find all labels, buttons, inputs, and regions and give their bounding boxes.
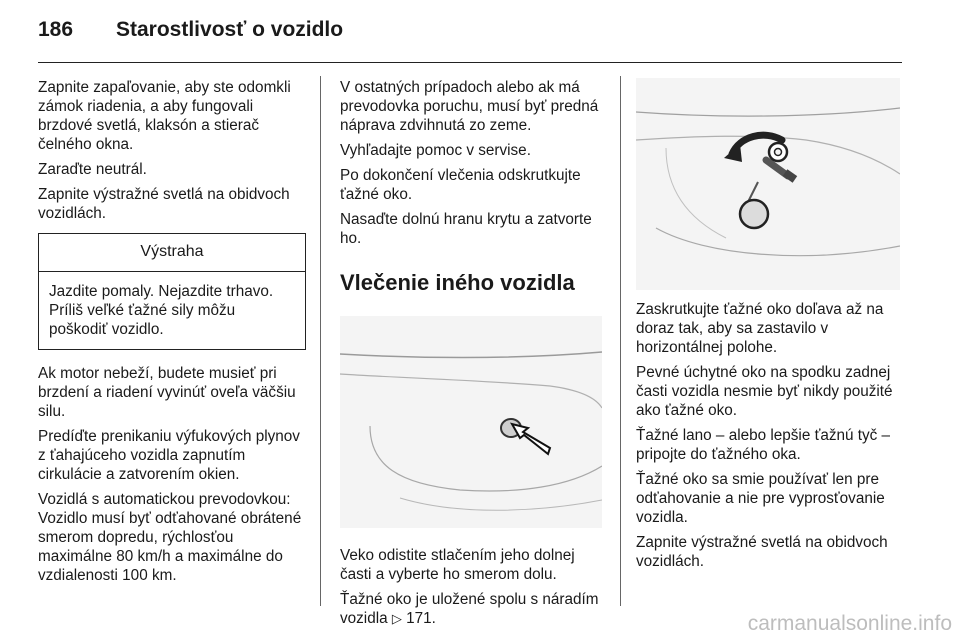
warning-box xyxy=(38,233,306,350)
page-reference: 171. xyxy=(406,610,436,627)
column-2 xyxy=(340,78,608,634)
warning-title: Výstraha xyxy=(39,234,305,272)
page-reference-icon: ▷ xyxy=(391,611,402,626)
paragraph xyxy=(340,590,608,628)
paragraph: Zapnite výstražné svetlá na obidvoch vozidlách. xyxy=(38,186,290,222)
paragraph: Zaraďte neutrál. xyxy=(38,161,147,178)
paragraph: Ťažné lano – alebo lepšie ťažnú tyč – pripojte do ťažného oka. xyxy=(636,427,891,463)
paragraph: Nasaďte dolnú hranu krytu a zatvorte ho. xyxy=(340,211,592,247)
paragraph: Ťažné oko sa smie používať len pre odťahovanie a nie pre vyprosťovanie vozidla. xyxy=(636,471,885,526)
column-3 xyxy=(636,78,906,577)
header-rule xyxy=(38,62,902,63)
paragraph: Po dokončení vlečenia odskrutkujte ťažné oko. xyxy=(340,167,581,203)
column-divider-1 xyxy=(320,76,321,606)
paragraph: Pevné úchytné oko na spodku zadnej časti vozidla nesmie byť nikdy použité ako ťažné oko. xyxy=(636,364,893,419)
bumper-cover-illustration xyxy=(340,316,602,528)
page-header xyxy=(38,18,343,42)
column-1 xyxy=(38,78,306,591)
paragraph: Zapnite zapaľovanie, aby ste odomkli zámok riadenia, a aby fungovali brzdové svetlá, klaksón a stierač čelného okna. xyxy=(38,79,291,153)
column-divider-2 xyxy=(620,76,621,606)
paragraph: Vyhľadajte pomoc v servise. xyxy=(340,142,531,159)
paragraph: V ostatných prípadoch alebo ak má prevodovka poruchu, musí byť predná náprava zdvihnutá zo zeme. xyxy=(340,79,599,134)
warning-text: Jazdite pomaly. Nejazdite trhavo. Príliš veľké ťažné sily môžu poškodiť vozidlo. xyxy=(49,283,274,338)
paragraph: Ak motor nebeží, budete musieť pri brzdení a riadení vyvinúť oveľa väčšiu silu. xyxy=(38,365,296,420)
figure-towing-eye xyxy=(636,78,900,290)
paragraph: Veko odistite stlačením jeho dolnej časti a vyberte ho smerom dolu. xyxy=(340,547,575,583)
towing-eye-illustration xyxy=(636,78,900,290)
paragraph: Predíďte prenikaniu výfukových plynov z ťahajúceho vozidla zapnutím cirkulácie a zatvorením okien. xyxy=(38,428,300,483)
paragraph: Zaskrutkujte ťažné oko doľava až na doraz tak, aby sa zastavilo v horizontálnej polohe. xyxy=(636,301,884,356)
watermark: carmanualsonline.info xyxy=(747,612,952,635)
page-title: Starostlivosť o vozidlo xyxy=(116,18,344,41)
paragraph: Zapnite výstražné svetlá na obidvoch vozidlách. xyxy=(636,534,888,570)
paragraph-text: Ťažné oko je uložené spolu s náradím vozidla xyxy=(340,591,599,627)
paragraph: Vozidlá s automatickou prevodovkou: Vozidlo musí byť odťahované obrátené smerom dopredu, rýchlosťou maximálne 80 km/h a maximálne do vzdialenosti 100 km. xyxy=(38,491,302,584)
figure-bumper-cover xyxy=(340,316,602,528)
page-number: 186 xyxy=(38,18,74,41)
section-heading: Vlečenie iného vozidla xyxy=(340,270,575,295)
